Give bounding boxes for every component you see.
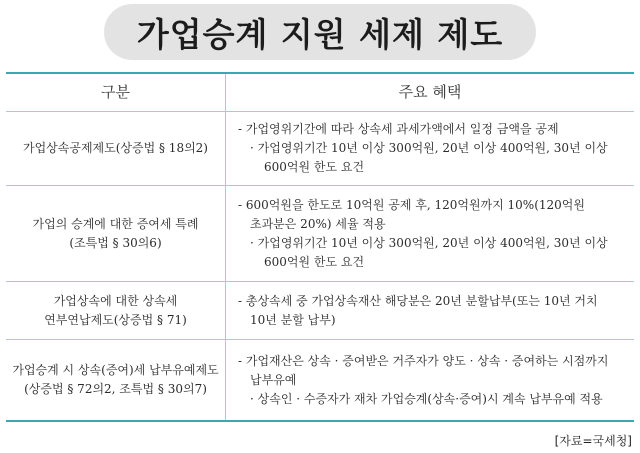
table-row	[6, 186, 634, 282]
table-header-row	[6, 74, 634, 112]
title-banner	[104, 4, 536, 60]
row-category: 가업승계 시 상속(증여)세 납부유예제도 (상증법 § 72의2, 조특법 § 30의7)	[6, 340, 226, 420]
row-benefits: - 총상속세 중 가업상속재산 해당분은 20년 분할납부(또는 10년 거치 10년 분할 납부)	[238, 293, 598, 327]
row-benefits: - 가업재산은 상속 · 증여받은 거주자가 양도 · 상속 · 증여하는 시점까지 납부유예 · 상속인 · 수증자가 재차 가업승계(상속·증여)시 계속 납부유예 적용	[238, 353, 609, 406]
table-row	[6, 282, 634, 340]
header-benefits: 주요 혜택	[398, 83, 462, 101]
row-category: 가업상속공제제도(상증법 § 18의2)	[6, 112, 226, 185]
page-title: 가업승계 지원 세제 제도	[136, 14, 504, 54]
source-credit: [자료=국세청]	[554, 434, 632, 448]
benefits-table	[6, 72, 634, 422]
row-benefits: - 가업영위기간에 따라 상속세 과세가액에서 일정 금액을 공제 · 가업영위기간 10년 이상 300억원, 20년 이상 400억원, 30년 이상 600억원 한도 요건	[238, 122, 608, 174]
table-row	[6, 340, 634, 420]
row-category: 가업의 승계에 대한 증여세 특례 (조특법 § 30의6)	[6, 186, 226, 281]
header-category: 구분	[6, 74, 226, 111]
table-row	[6, 112, 634, 186]
row-category: 가업상속에 대한 상속세 연부연납제도(상증법 § 71)	[6, 282, 226, 339]
row-benefits: - 600억원을 한도로 10억원 공제 후, 120억원까지 10%(120억원 초과분은 20%) 세율 적용 · 가업영위기간 10년 이상 300억원, 20년 이상 400억원, 30년 이상 600억원 한도 요건	[238, 197, 608, 269]
